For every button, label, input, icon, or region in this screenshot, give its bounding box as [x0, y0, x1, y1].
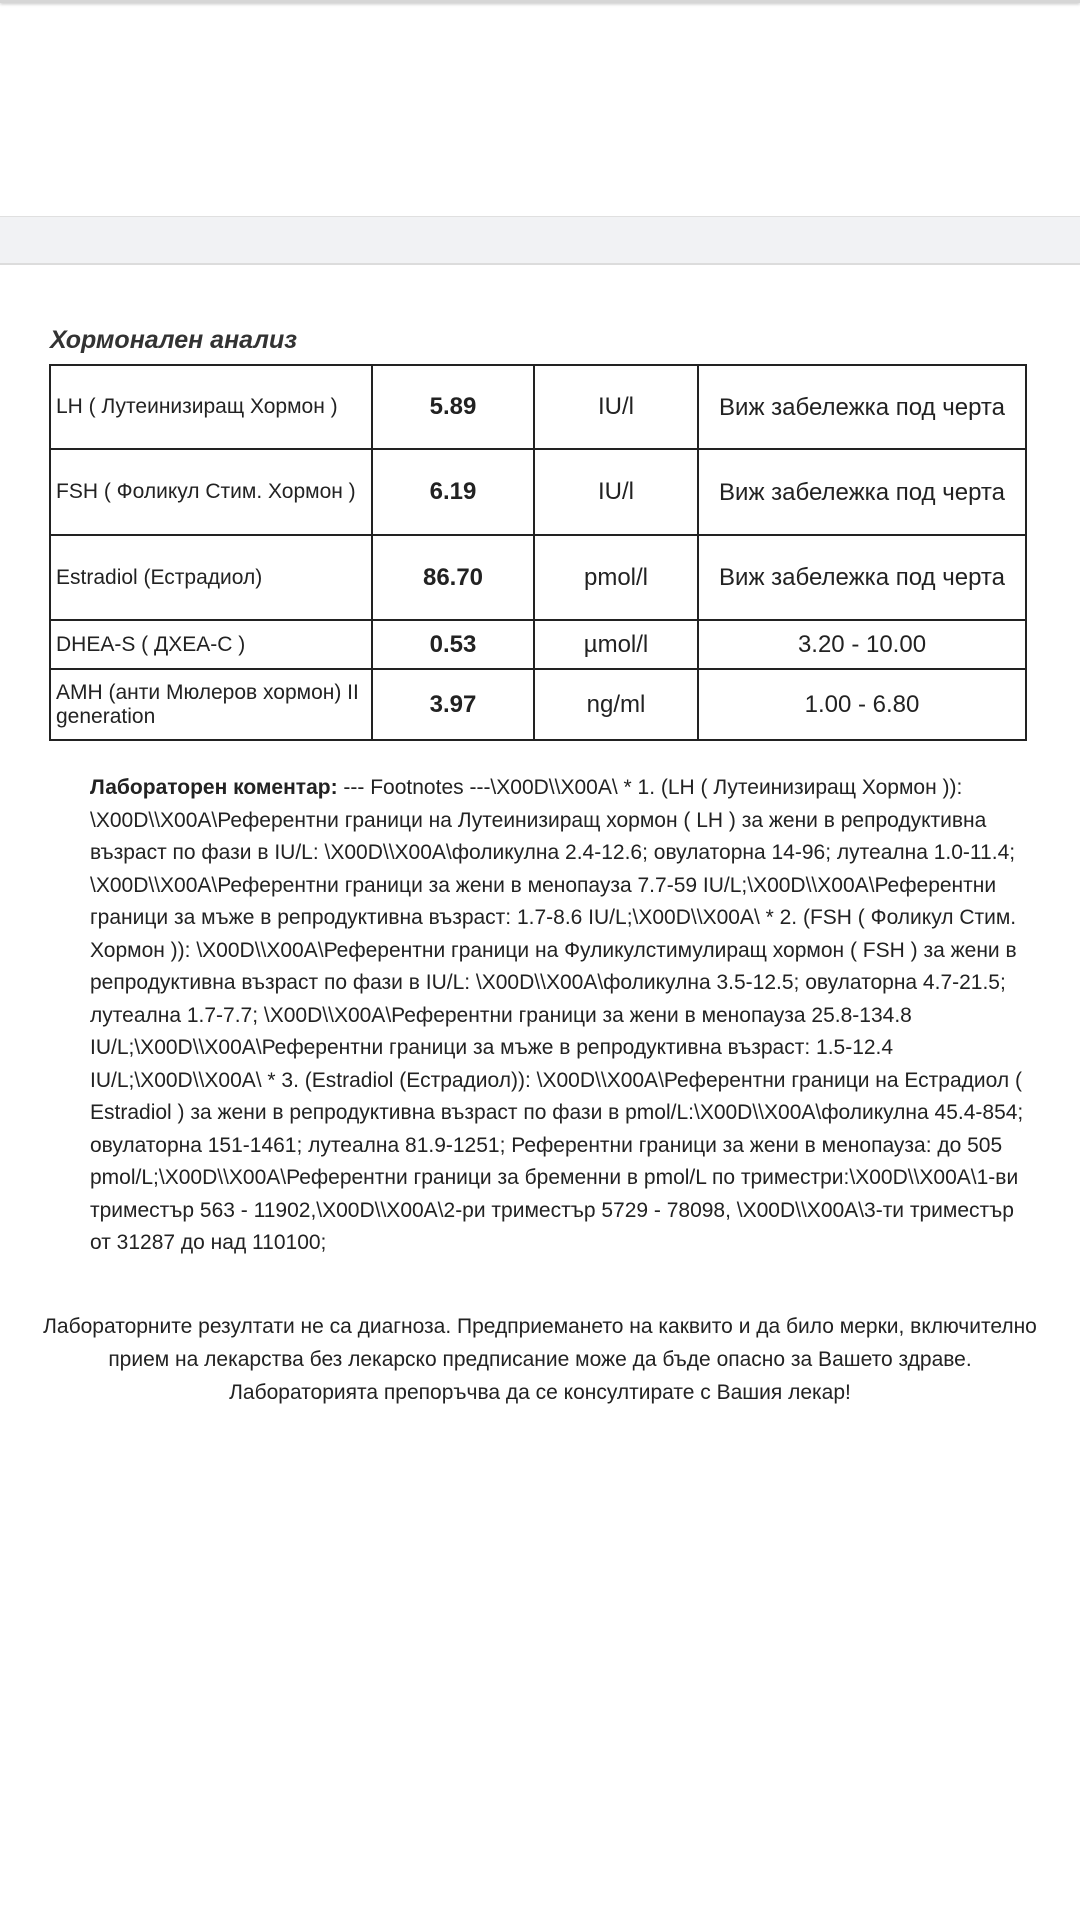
test-value: 5.89	[372, 365, 534, 449]
test-value: 86.70	[372, 535, 534, 620]
test-reference: Виж забележка под черта	[698, 449, 1026, 535]
section-divider-band	[0, 216, 1080, 265]
disclaimer: Лабораторните резултати не са диагноза. Предприемането на каквито и да било мерки, включително прием на лекарства без лекарско предписание може да бъде опасно за Вашето здраве. Лабораторията препоръчва да се консултирате с Вашия лекар!	[43, 1315, 1037, 1404]
table-row	[50, 620, 1026, 669]
table-row	[50, 365, 1026, 449]
lab-comment-text: --- Footnotes ---\X00D\\X00A\ * 1. (LH ( Лутеинизиращ Хормон )): \X00D\\X00A\Референтни граници на Лутеинизиращ хормон ( LH ) за жени в репродуктивна възраст по фази в IU/L: \X00D\\X00A\фоликулна 2.4-12.6; овулаторна 14-96; лутеална 1.0-11.4; \X00D\\X00A\Референтни граници за жени в менопауза 7.7-59 IU/L;\X00D\\X00A\Референтни граници за мъже в репродуктивна възраст: 1.7-8.6 IU/L;\X00D\\X00A\ * 2. (FSH ( Фоликул Стим. Хормон )): \X00D\\X00A\Референтни граници на Фуликулстимулиращ хормон ( FSH ) за жени в репродуктивна възраст по фази в IU/L: \X00D\\X00A\фоликулна 3.5-12.5; овулаторна 4.7-21.5; лутеална 1.7-7.7; \X00D\\X00A\Референтни граници за жени в менопауза 25.8-134.8 IU/L;\X00D\\X00A\Референтни граници за мъже в репродуктивна възраст: 1.5-12.4 IU/L;\X00D\\X00A\ * 3. (Estradiol (Естрадиол)): \X00D\\X00A\Референтни граници на Естрадиол ( Estradiol ) за жени в репродуктивна възраст по фази в pmol/L:\X00D\\X00A\фоликулна 45.4-854; овулаторна 151-1461; лутеална 81.9-1251; Референтни граници за жени в менопауза: до 505 pmol/L;\X00D\\X00A\Референтни граници за бременни в pmol/L по триместри:\X00D\\X00A\1-ви триместър 563 - 11902,\X00D\\X00A\2-ри триместър 5729 - 78098, \X00D\\X00A\3-ти триместър от 31287 до над 110100;	[90, 776, 1024, 1254]
lab-comment	[90, 772, 1030, 1260]
test-value: 6.19	[372, 449, 534, 535]
section-title: Хормонален анализ	[50, 326, 297, 354]
lab-comment-label: Лабораторен коментар:	[90, 776, 338, 799]
results-table	[49, 364, 1027, 741]
test-unit: IU/l	[534, 449, 698, 535]
test-name: FSH ( Фоликул Стим. Хормон )	[50, 449, 372, 535]
test-value: 0.53	[372, 620, 534, 669]
test-reference: 1.00 - 6.80	[698, 669, 1026, 740]
test-name: Estradiol (Естрадиол)	[50, 535, 372, 620]
test-reference: 3.20 - 10.00	[698, 620, 1026, 669]
table-row	[50, 669, 1026, 740]
test-unit: IU/l	[534, 365, 698, 449]
test-name: LH ( Лутеинизиращ Хормон )	[50, 365, 372, 449]
test-name: AMH (анти Мюлеров хормон) II generation	[50, 669, 372, 740]
table-row	[50, 449, 1026, 535]
test-reference: Виж забележка под черта	[698, 365, 1026, 449]
test-unit: pmol/l	[534, 535, 698, 620]
test-value: 3.97	[372, 669, 534, 740]
table-row	[50, 535, 1026, 620]
test-unit: µmol/l	[534, 620, 698, 669]
test-reference: Виж забележка под черта	[698, 535, 1026, 620]
top-bar	[0, 0, 1080, 3]
test-unit: ng/ml	[534, 669, 698, 740]
test-name: DHEA-S ( ДХЕА-С )	[50, 620, 372, 669]
